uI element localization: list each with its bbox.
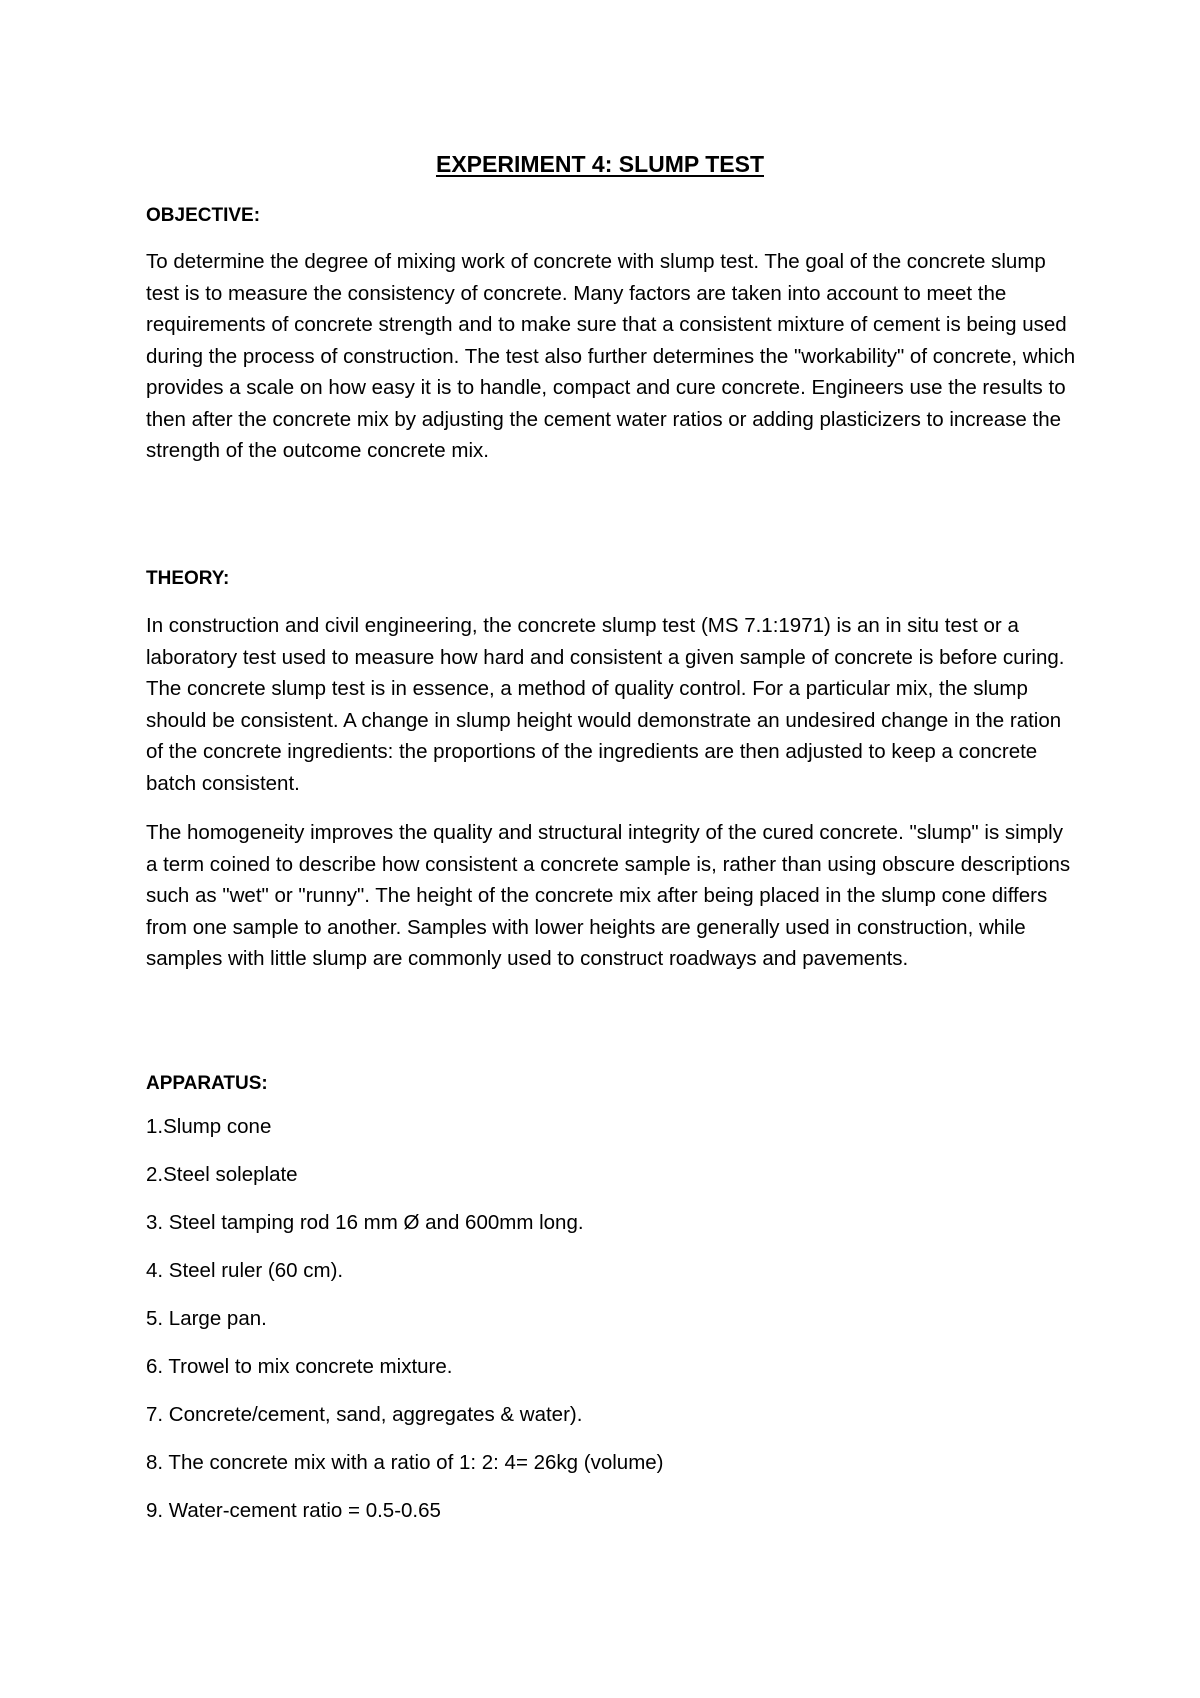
objective-paragraph: To determine the degree of mixing work of concrete with slump test. The goal of the concrete slump test is to measure the consistency of concrete. Many factors are taken into account to meet the requirements of concrete strength and to make sure that a consistent mixture of cement is being used during the process of construction. The test also further determines the "workability" of concrete, which provides a scale on how easy it is to handle, compact and cure concrete. Engineers use the results to then after the concrete mix by adjusting the cement water ratios or adding plasticizers to increase the strength of the outcome concrete mix. bbox=[146, 250, 1076, 462]
document-title: EXPERIMENT 4: SLUMP TEST bbox=[435, 151, 764, 177]
apparatus-item: 2.Steel soleplate bbox=[146, 1163, 298, 1186]
apparatus-item: 9. Water-cement ratio = 0.5-0.65 bbox=[146, 1499, 441, 1522]
apparatus-item: 1.Slump cone bbox=[146, 1115, 272, 1138]
apparatus-item: 5. Large pan. bbox=[146, 1307, 267, 1330]
apparatus-item: 4. Steel ruler (60 cm). bbox=[146, 1259, 344, 1282]
theory-paragraph-2: The homogeneity improves the quality and structural integrity of the cured concrete. "slump" is simply a term coined to describe how consistent a concrete sample is, rather than using obscure descriptions such as "wet" or "runny". The height of the concrete mix after being placed in the slump cone differs from one sample to another. Samples with lower heights are generally used in construction, while samples with little slump are commonly used to construct roadways and pavements. bbox=[146, 821, 1071, 970]
apparatus-item: 3. Steel tamping rod 16 mm Ø and 600mm long. bbox=[146, 1211, 584, 1234]
theory-heading: THEORY: bbox=[146, 568, 230, 589]
theory-paragraph-1: In construction and civil engineering, the concrete slump test (MS 7.1:1971) is an in situ test or a laboratory test used to measure how hard and consistent a given sample of concrete is before curing. The concrete slump test is in essence, a method of quality control. For a particular mix, the slump should be consistent. A change in slump height would demonstrate an undesired change in the ration of the concrete ingredients: the proportions of the ingredients are then adjusted to keep a concrete batch consistent. bbox=[146, 614, 1065, 795]
objective-heading: OBJECTIVE: bbox=[146, 205, 261, 226]
apparatus-item: 6. Trowel to mix concrete mixture. bbox=[146, 1355, 453, 1378]
apparatus-heading: APPARATUS: bbox=[146, 1073, 268, 1094]
apparatus-item: 7. Concrete/cement, sand, aggregates & water). bbox=[146, 1403, 583, 1426]
apparatus-item: 8. The concrete mix with a ratio of 1: 2: 4= 26kg (volume) bbox=[146, 1451, 664, 1474]
